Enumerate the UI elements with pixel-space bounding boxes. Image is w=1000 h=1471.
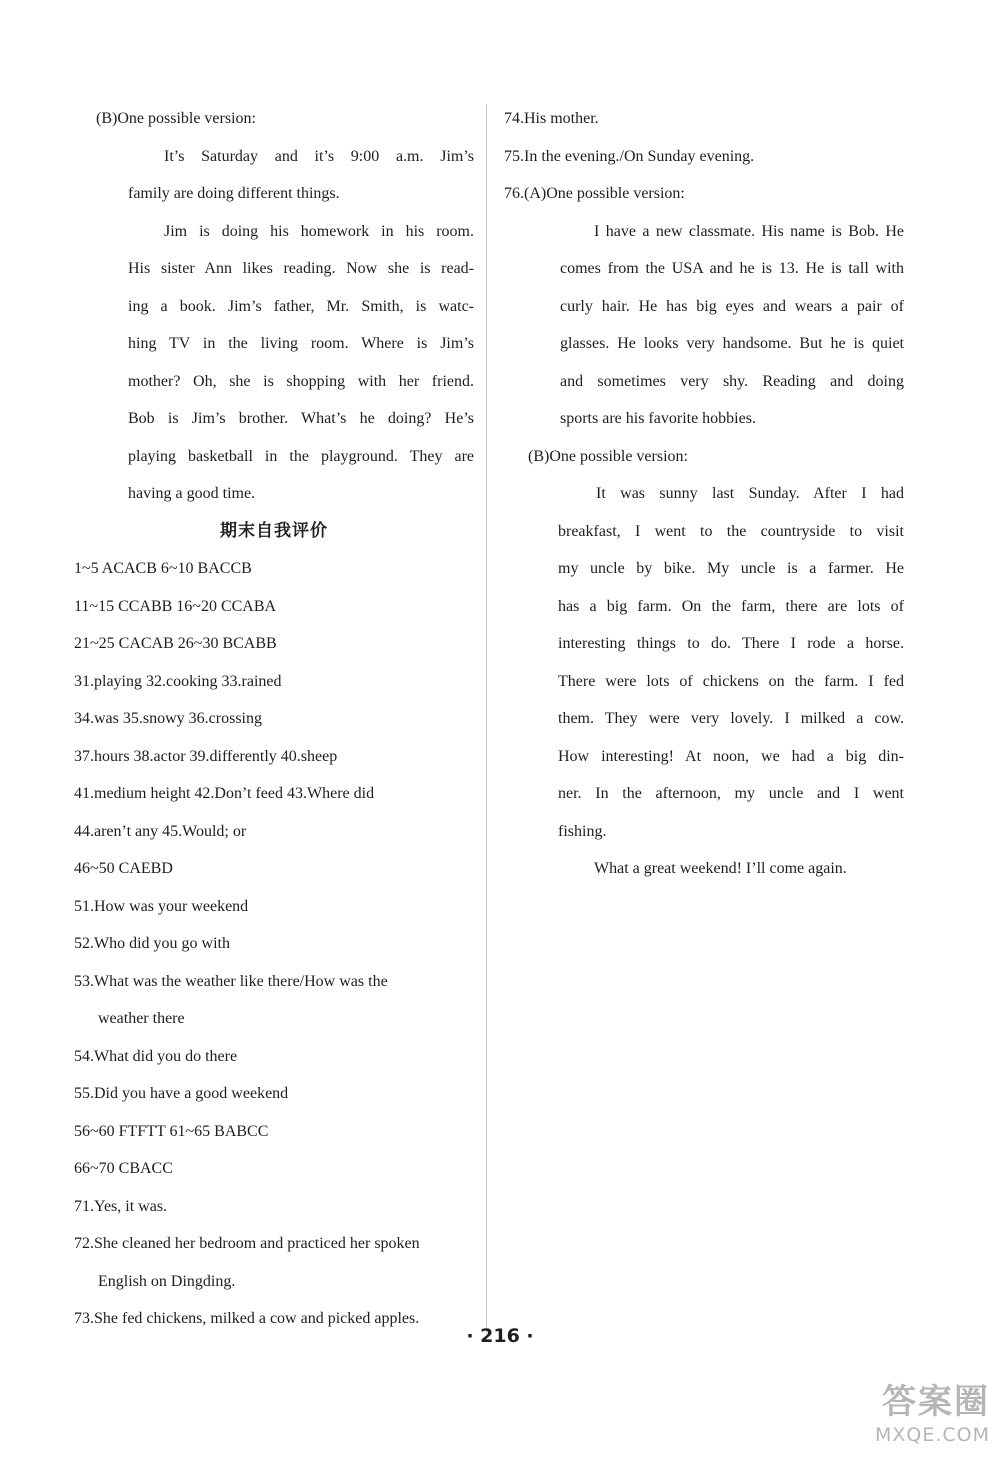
text-line: family are doing different things. (128, 185, 340, 202)
text-line: my uncle by bike. My uncle is a farmer. He (558, 560, 904, 577)
text-line: 52.Who did you go with (74, 935, 230, 952)
text-line: 56~60 FTFTT 61~65 BABCC (74, 1122, 269, 1140)
text-line: having a good time. (128, 485, 256, 502)
text-line: 55.Did you have a good weekend (74, 1085, 289, 1102)
text-line: English on Dingding. (98, 1272, 236, 1290)
text-line: 66~70 CBACC (74, 1160, 173, 1177)
left-column (74, 100, 474, 1338)
text-line: mother? Oh, she is shopping with her friend. (128, 372, 474, 390)
page-number: · 216 · (466, 1325, 534, 1347)
text-line: 37.hours 38.actor 39.differently 40.sheep (74, 747, 338, 765)
right-answer-block (504, 100, 904, 888)
text-line: 44.aren’t any 45.Would; or (74, 822, 247, 840)
right-column (504, 100, 904, 888)
text-line: There were lots of chickens on the farm. I fed (558, 672, 904, 690)
text-line: (B)One possible version: (528, 447, 688, 465)
text-line: 53.What was the weather like there/How was the (74, 972, 388, 990)
text-line: It’s Saturday and it’s 9:00 a.m. Jim’s (164, 147, 474, 165)
text-line: weather there (98, 1010, 185, 1027)
text-line: and sometimes very shy. Reading and doing (560, 372, 904, 390)
text-line: 41.medium height 42.Don’t feed 43.Where did (74, 785, 375, 802)
text-line: 51.How was your weekend (74, 897, 249, 915)
text-line: fishing. (558, 822, 607, 840)
text-line: hing TV in the living room. Where is Jim’s (128, 335, 474, 352)
text-line: has a big farm. On the farm, there are lots of (558, 597, 904, 615)
left-composition-block (74, 100, 474, 513)
text-line: Jim is doing his homework in his room. (164, 222, 474, 240)
watermark-logo (830, 1380, 990, 1466)
text-line: curly hair. He has big eyes and wears a pair of (560, 297, 904, 315)
text-line: 72.She cleaned her bedroom and practiced her spoken (74, 1235, 420, 1252)
text-line: sports are his favorite hobbies. (560, 410, 756, 427)
text-line: playing basketball in the playground. They are (128, 447, 474, 465)
text-line: 46~50 CAEBD (74, 860, 173, 877)
section-heading: 期末自我评价 (220, 520, 328, 541)
text-line: 75.In the evening./On Sunday evening. (504, 147, 755, 165)
watermark-domain: MXQE.COM (874, 1424, 990, 1446)
text-line: (B)One possible version: (96, 110, 256, 127)
text-line: His sister Ann likes reading. Now she is read- (128, 260, 474, 277)
text-line: 21~25 CACAB 26~30 BCABB (74, 635, 277, 652)
text-line: ing a book. Jim’s father, Mr. Smith, is watc- (128, 297, 474, 315)
column-divider (486, 104, 487, 1334)
text-line: I have a new classmate. His name is Bob. He (594, 222, 904, 240)
answer-list (74, 550, 474, 1338)
text-line: ner. In the afternoon, my uncle and I went (558, 785, 904, 802)
text-line: comes from the USA and he is 13. He is tall with (560, 260, 904, 277)
text-line: Bob is Jim’s brother. What’s he doing? He’s (128, 410, 474, 427)
text-line: interesting things to do. There I rode a horse. (558, 635, 904, 652)
text-line: them. They were very lovely. I milked a cow. (558, 710, 904, 727)
text-line: How interesting! At noon, we had a big din- (558, 747, 904, 765)
text-line: 71.Yes, it was. (74, 1197, 168, 1215)
text-line: 73.She fed chickens, milked a cow and picked apples. (74, 1310, 420, 1327)
text-line: 11~15 CCABB 16~20 CCABA (74, 597, 277, 615)
text-line: What a great weekend! I’ll come again. (594, 860, 847, 877)
text-line: 76.(A)One possible version: (504, 185, 685, 202)
text-line: glasses. He looks very handsome. But he is quiet (560, 335, 904, 352)
text-line: 34.was 35.snowy 36.crossing (74, 710, 262, 727)
text-line: 31.playing 32.cooking 33.rained (74, 672, 282, 690)
text-line: 1~5 ACACB 6~10 BACCB (74, 560, 252, 577)
text-line: It was sunny last Sunday. After I had (596, 485, 904, 502)
text-line: 74.His mother. (504, 110, 599, 127)
text-line: 54.What did you do there (74, 1047, 238, 1065)
text-line: breakfast, I went to the countryside to visit (558, 522, 904, 540)
watermark-chinese: 答案圈 (882, 1382, 990, 1422)
